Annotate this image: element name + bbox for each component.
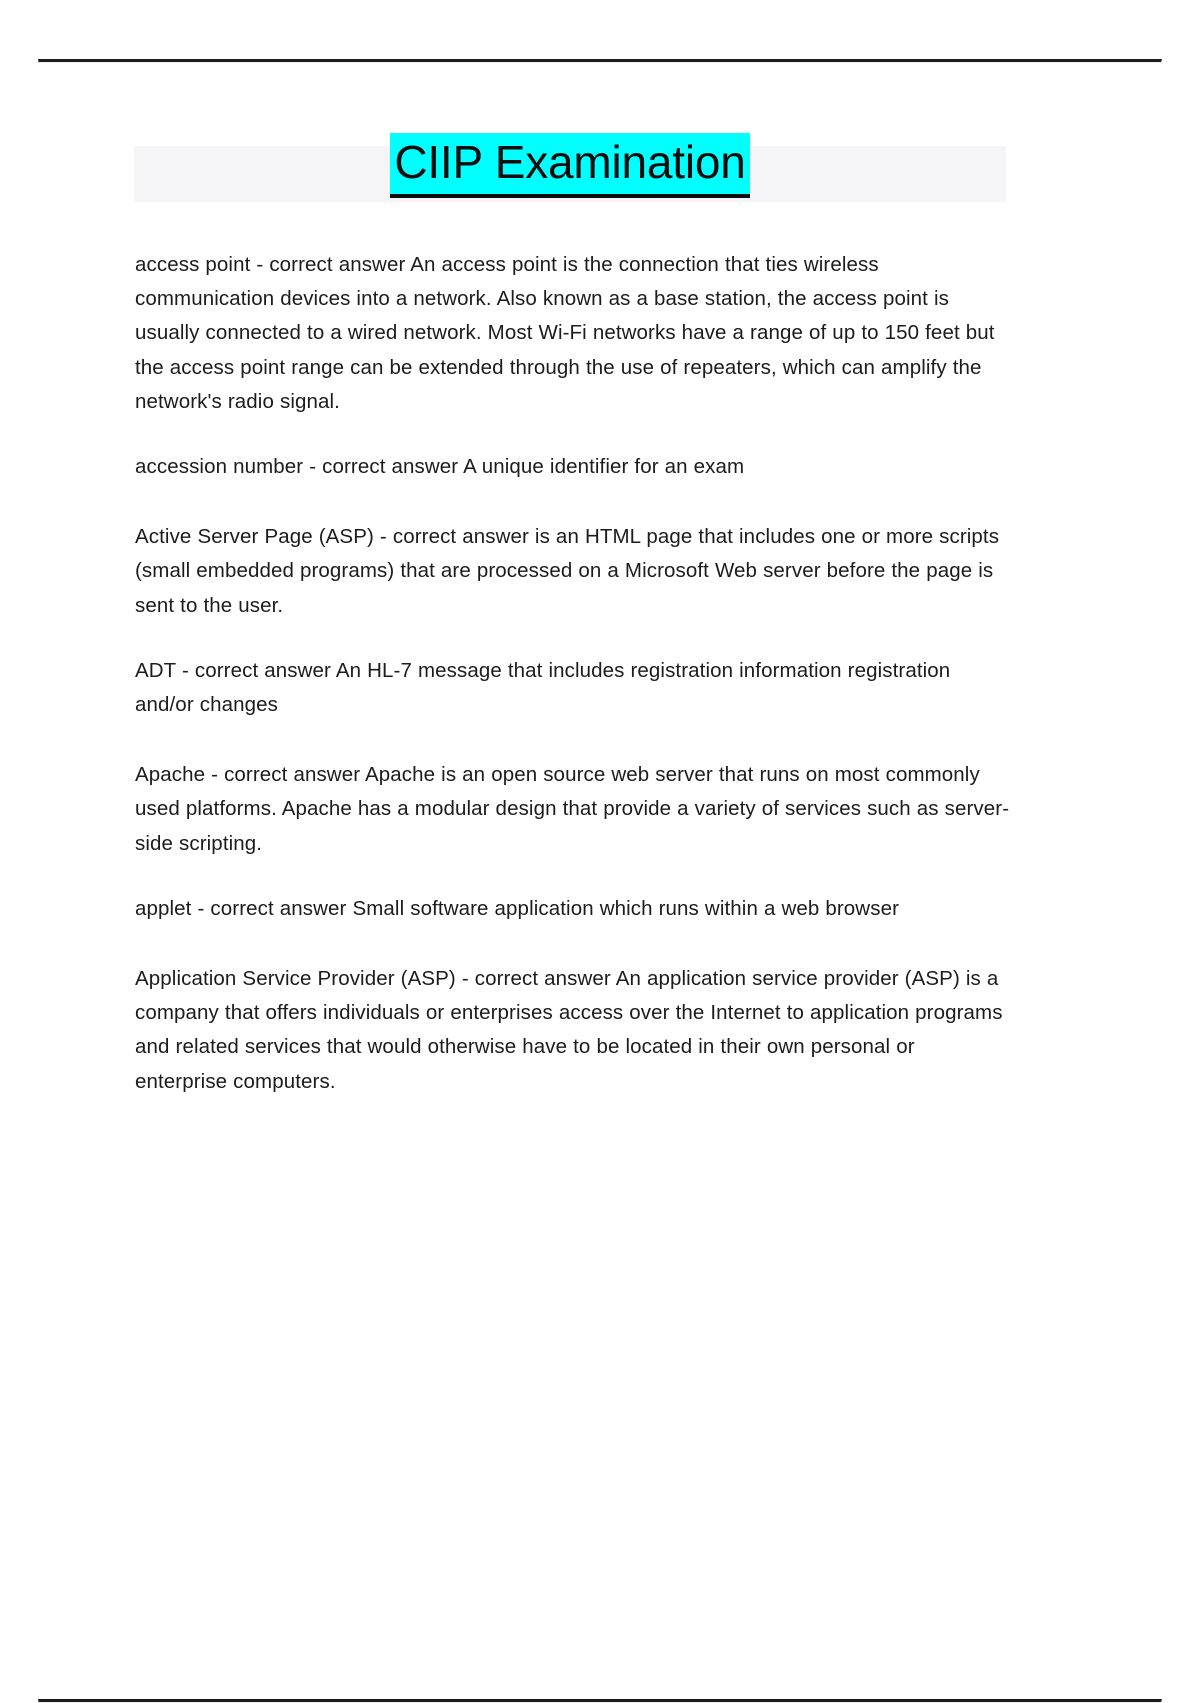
glossary-entry-applet: applet - correct answer Small software application which runs within a web browser <box>135 896 899 920</box>
header-divider-rule <box>38 59 1162 63</box>
glossary-entry-adt: ADT - correct answer An HL-7 message that includes registration information registration and/or changes <box>135 658 951 717</box>
page-title <box>134 133 1006 198</box>
document-body <box>135 248 1010 1099</box>
glossary-entry-active-server-page: Active Server Page (ASP) - correct answer is an HTML page that includes one or more scripts (small embedded programs) that are processed on a Microsoft Web server before the page is sent to the user. <box>135 525 1000 617</box>
glossary-entry-access-point: access point - correct answer An access point is the connection that ties wireless communication devices into a network. Also known as a base station, the access point is usually connected to a wired network. Most Wi-Fi networks have a range of up to 150 feet but the access point range can be extended through the use of repeaters, which can amplify the network's radio signal. <box>135 253 995 413</box>
page-title-text: CIIP Examination <box>390 133 749 198</box>
glossary-entry-accession-number: accession number - correct answer A unique identifier for an exam <box>135 455 745 479</box>
glossary-entry-apache: Apache - correct answer Apache is an open source web server that runs on most commonly used platforms. Apache has a modular design that provide a variety of services such as server-side scripting. <box>135 763 1010 855</box>
glossary-entry-application-service-provider: Application Service Provider (ASP) - correct answer An application service provider (ASP) is a company that offers individuals or enterprises access over the Internet to application programs and related services that would otherwise have to be located in their own personal or enterprise computers. <box>135 967 1003 1093</box>
